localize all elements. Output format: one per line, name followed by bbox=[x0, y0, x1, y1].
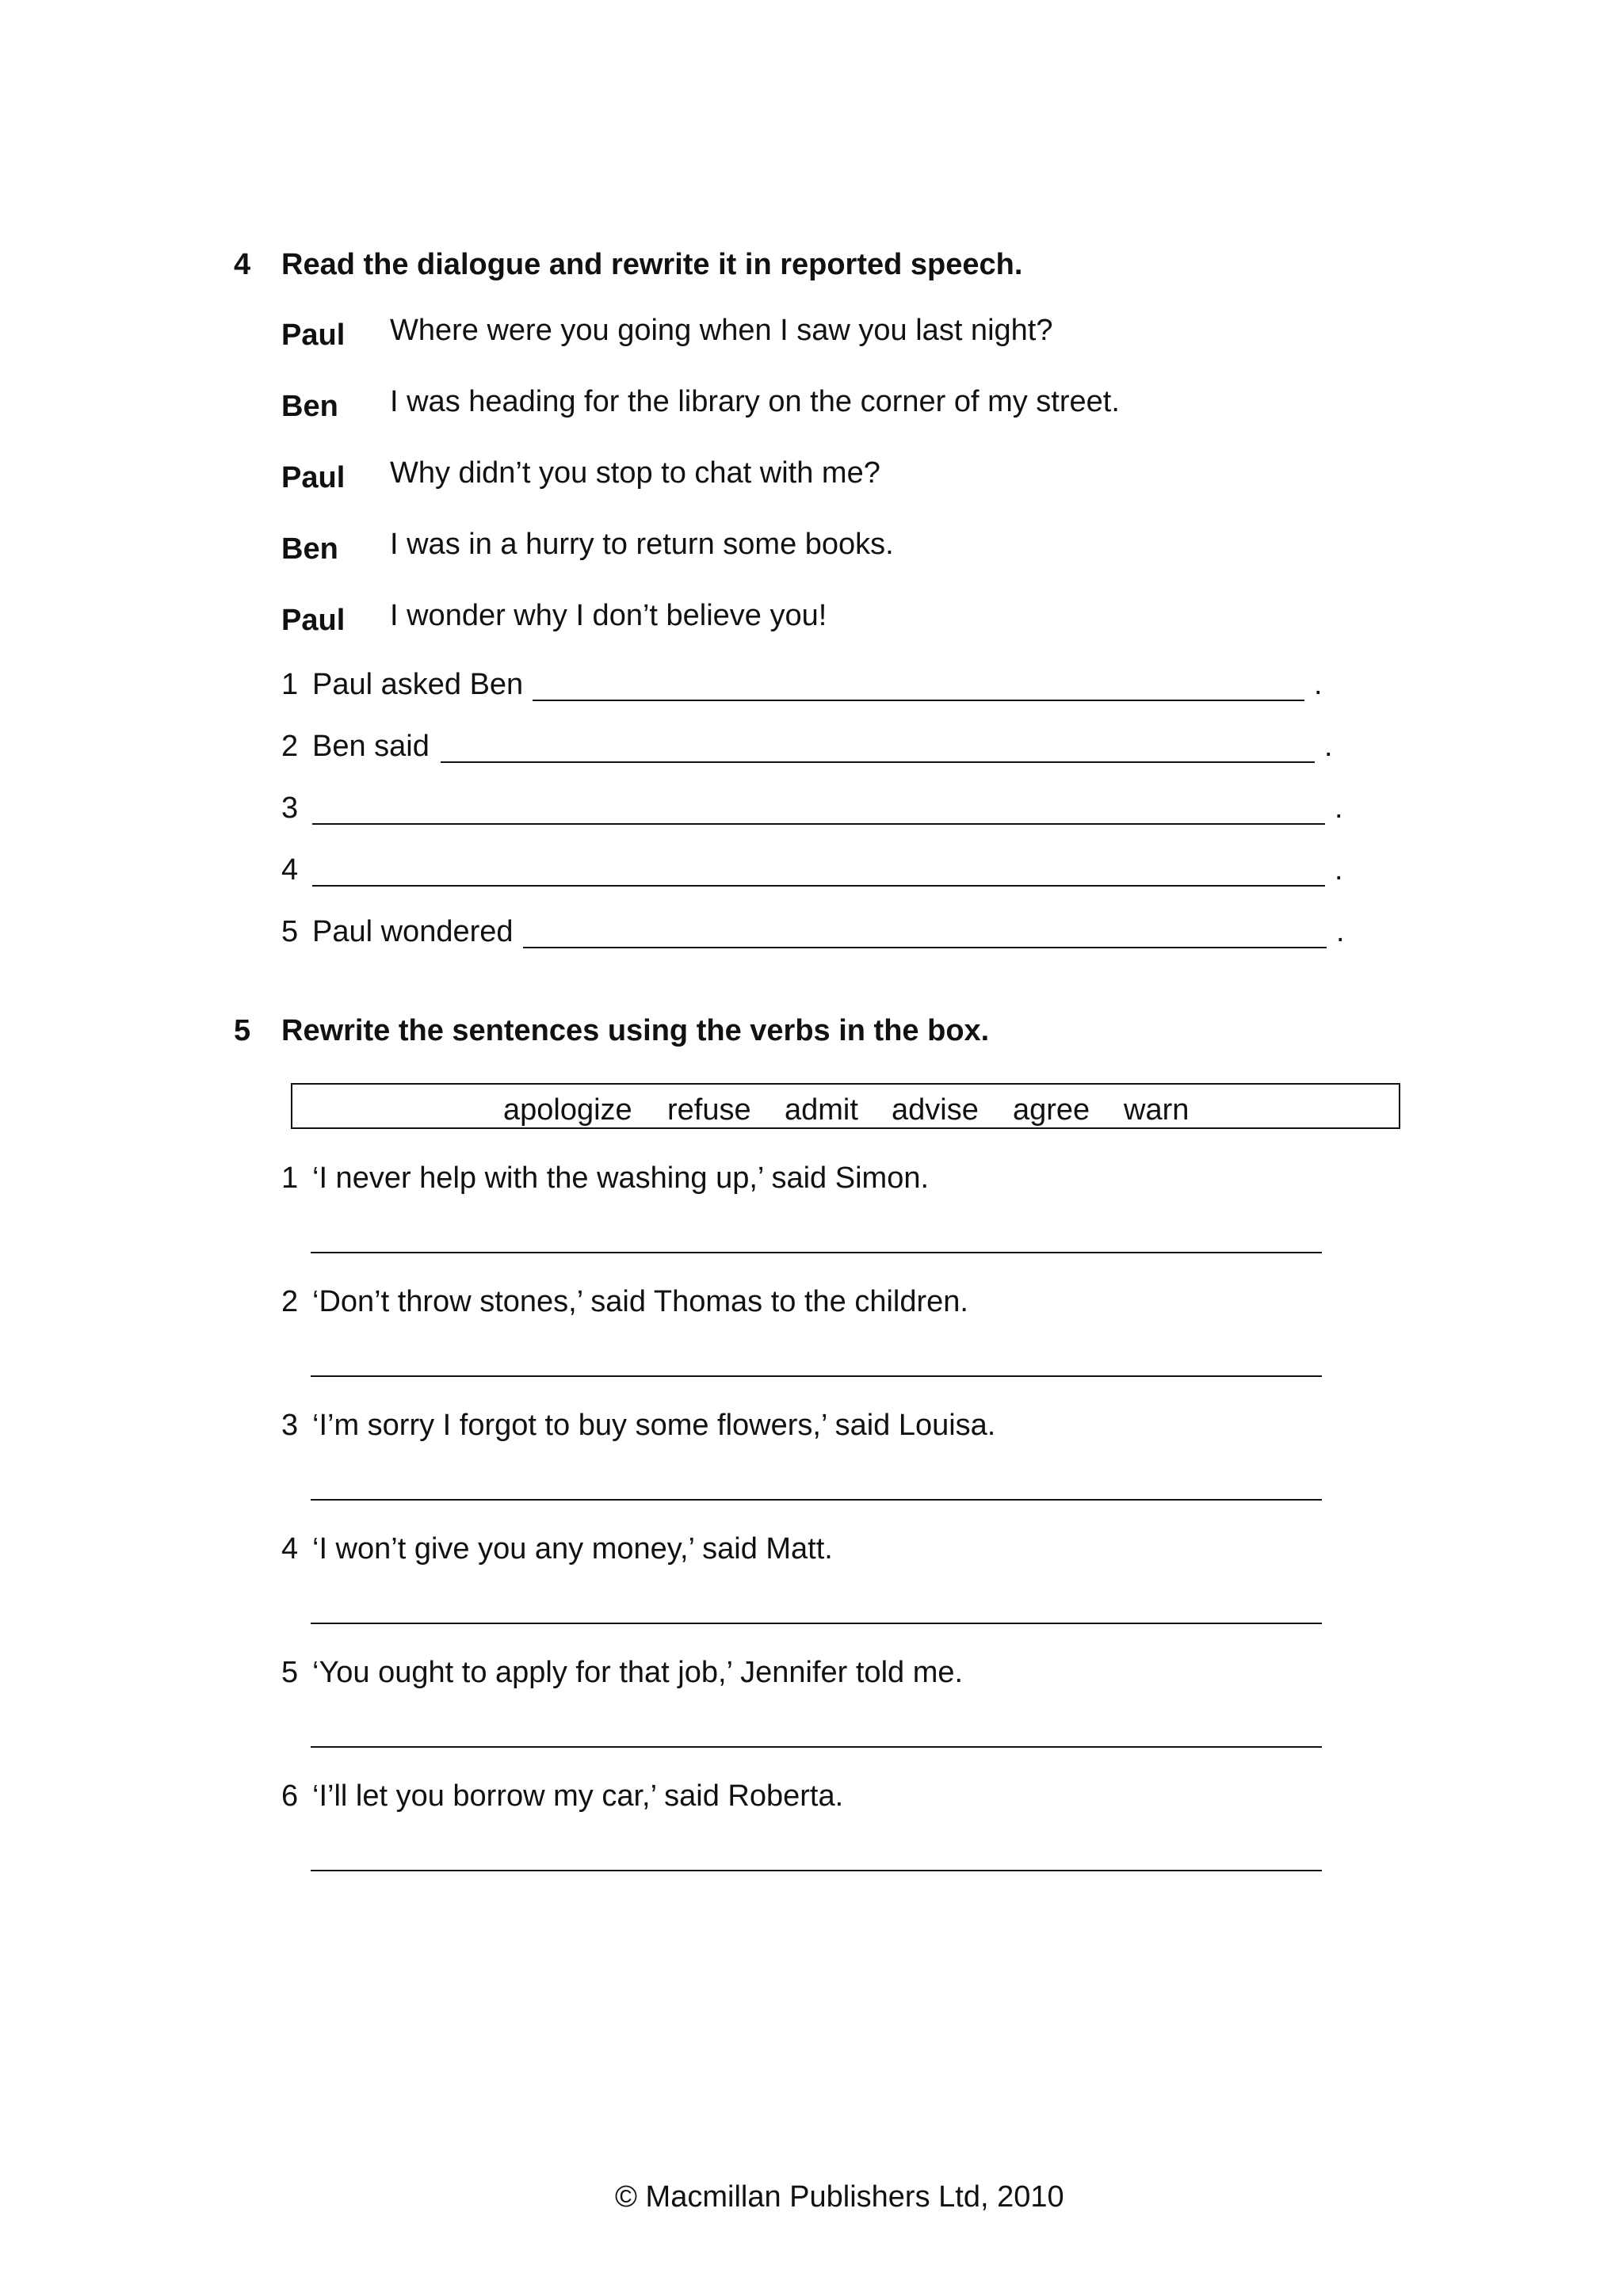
answer-number: 4 bbox=[281, 853, 299, 887]
sentence-text: ‘I’ll let you borrow my car,’ said Roberta. bbox=[312, 1779, 844, 1813]
answer-end-mark: . bbox=[1335, 791, 1343, 825]
dialogue-line: I was heading for the library on the corner of my street. bbox=[390, 385, 1120, 418]
answer-number: 5 bbox=[281, 915, 299, 948]
verb-word: advise bbox=[892, 1093, 979, 1127]
dialogue-speaker: Ben bbox=[281, 390, 338, 423]
copyright-notice: © Macmillan Publishers Ltd, 2010 bbox=[615, 2180, 1064, 2214]
answer-number: 2 bbox=[281, 730, 299, 763]
dialogue-line: I wonder why I don’t believe you! bbox=[390, 599, 827, 632]
answer-number: 1 bbox=[281, 668, 299, 701]
sentence-number: 2 bbox=[281, 1285, 299, 1318]
answer-blank-line[interactable] bbox=[312, 823, 1325, 825]
answer-blank-line[interactable] bbox=[441, 761, 1315, 763]
sentence-number: 1 bbox=[281, 1161, 299, 1195]
verb-word: admit bbox=[785, 1093, 858, 1127]
exercise-4-instruction: Read the dialogue and rewrite it in reported speech. bbox=[281, 248, 1023, 281]
dialogue-line: Where were you going when I saw you last night? bbox=[390, 314, 1053, 347]
answer-end-mark: . bbox=[1324, 730, 1333, 763]
answer-blank-line[interactable] bbox=[312, 885, 1325, 887]
sentence-text: ‘Don’t throw stones,’ said Thomas to the children. bbox=[312, 1285, 968, 1318]
answer-prompt: Ben said bbox=[312, 730, 430, 763]
dialogue-speaker: Paul bbox=[281, 604, 346, 637]
answer-end-mark: . bbox=[1314, 668, 1323, 701]
verb-word: refuse bbox=[667, 1093, 751, 1127]
answer-blank-line[interactable] bbox=[311, 1499, 1322, 1501]
answer-blank-line[interactable] bbox=[311, 1746, 1322, 1748]
exercise-5-instruction: Rewrite the sentences using the verbs in the box. bbox=[281, 1014, 990, 1047]
answer-prompt: Paul asked Ben bbox=[312, 668, 524, 701]
exercise-4-number: 4 bbox=[234, 248, 251, 281]
answer-end-mark: . bbox=[1336, 915, 1345, 948]
sentence-text: ‘I’m sorry I forgot to buy some flowers,’ said Louisa. bbox=[312, 1409, 996, 1442]
sentence-text: ‘I won’t give you any money,’ said Matt. bbox=[312, 1532, 833, 1566]
dialogue-speaker: Ben bbox=[281, 532, 338, 566]
dialogue-line: Why didn’t you stop to chat with me? bbox=[390, 456, 880, 490]
verb-word: agree bbox=[1013, 1093, 1090, 1127]
dialogue-line: I was in a hurry to return some books. bbox=[390, 528, 894, 561]
answer-end-mark: . bbox=[1335, 853, 1343, 887]
sentence-number: 3 bbox=[281, 1409, 299, 1442]
sentence-number: 6 bbox=[281, 1779, 299, 1813]
answer-blank-line[interactable] bbox=[311, 1252, 1322, 1253]
answer-blank-line[interactable] bbox=[311, 1870, 1322, 1871]
answer-blank-line[interactable] bbox=[311, 1623, 1322, 1624]
sentence-number: 5 bbox=[281, 1656, 299, 1689]
dialogue-speaker: Paul bbox=[281, 461, 346, 494]
sentence-text: ‘You ought to apply for that job,’ Jennifer told me. bbox=[312, 1656, 964, 1689]
dialogue-speaker: Paul bbox=[281, 318, 346, 352]
answer-blank-line[interactable] bbox=[311, 1375, 1322, 1377]
verb-word: warn bbox=[1124, 1093, 1190, 1127]
exercise-5-number: 5 bbox=[234, 1014, 251, 1047]
answer-number: 3 bbox=[281, 791, 299, 825]
verb-word: apologize bbox=[503, 1093, 632, 1127]
answer-blank-line[interactable] bbox=[533, 700, 1304, 701]
answer-prompt: Paul wondered bbox=[312, 915, 514, 948]
sentence-text: ‘I never help with the washing up,’ said Simon. bbox=[312, 1161, 930, 1195]
answer-blank-line[interactable] bbox=[523, 947, 1327, 948]
sentence-number: 4 bbox=[281, 1532, 299, 1566]
